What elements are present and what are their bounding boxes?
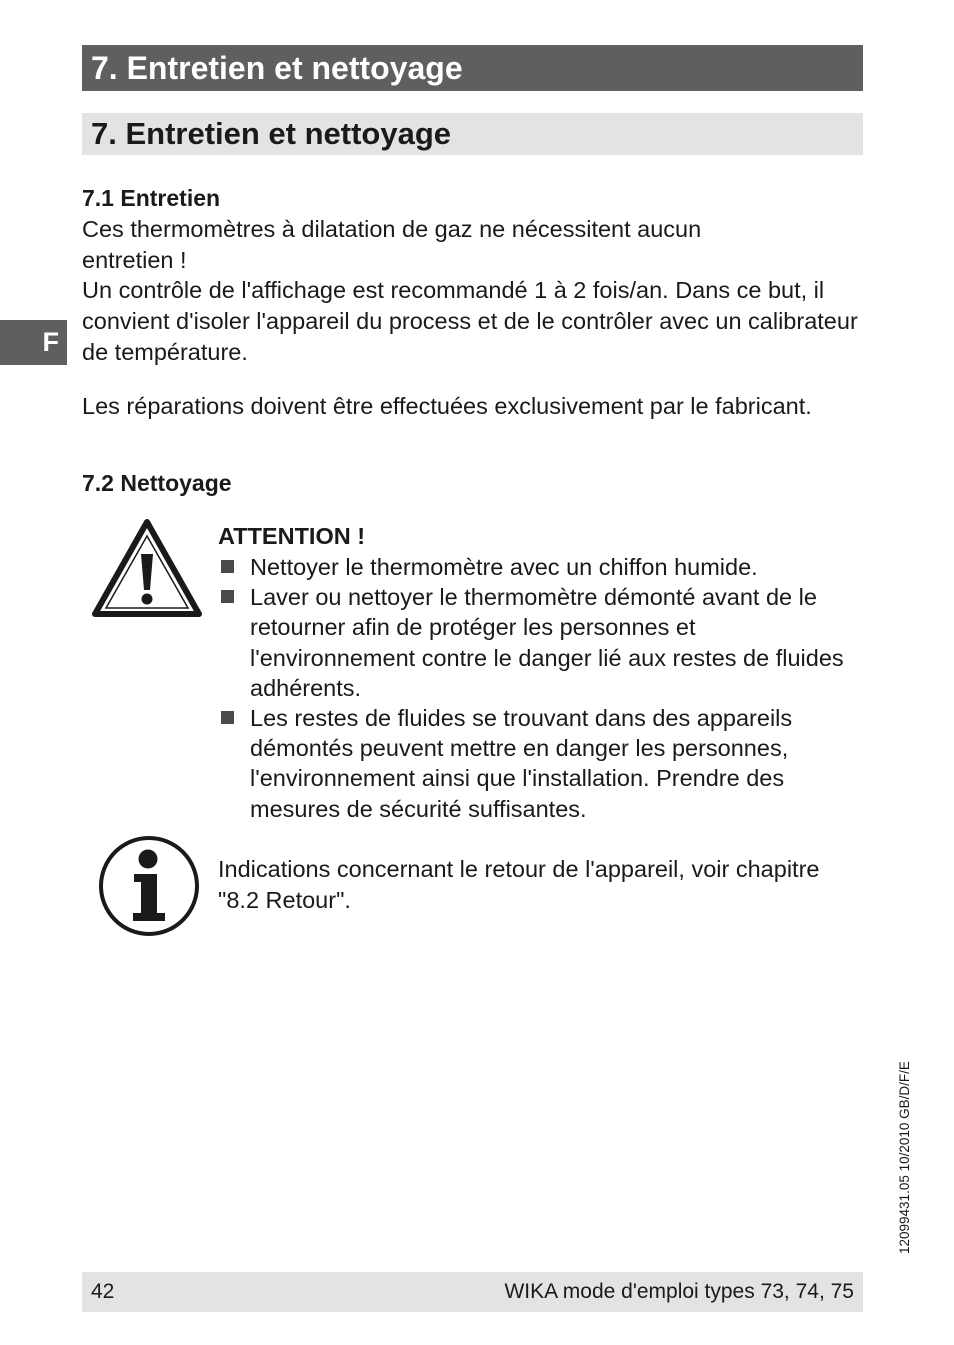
language-tab: F [0, 320, 67, 365]
paragraph-display-check: Un contrôle de l'affichage est recommandé 1 à 2 fois/an. Dans ce but, il convient d'isoler l'appareil du process et de le contrôler avec un calibrateur de température. [82, 277, 858, 365]
list-item-text: Laver ou nettoyer le thermomètre démonté avant de le retourner afin de protéger les personnes et l'environnement contre le danger lié aux restes de fluides adhérents. [250, 584, 844, 701]
warning-label: ATTENTION ! [218, 523, 366, 549]
bullet-square-icon [221, 560, 234, 573]
section-heading-nettoyage: 7.2 Nettoyage [82, 470, 232, 496]
list-item-text: Les restes de fluides se trouvant dans des appareils démontés peuvent mettre en danger les personnes, l'environnement ainsi que l'installation. Prendre des mesures de sécurité suffisantes. [250, 705, 793, 822]
list-item [218, 703, 848, 824]
page-number: 42 [91, 1280, 115, 1303]
info-text: Indications concernant le retour de l'appareil, voir chapitre "8.2 Retour". [218, 856, 820, 913]
paragraph-repairs: Les réparations doivent être effectuées exclusivement par le fabricant. [82, 393, 812, 419]
bullet-square-icon [221, 711, 234, 724]
list-item [218, 552, 848, 582]
warning-list [218, 552, 848, 824]
chapter-title: 7. Entretien et nettoyage [82, 113, 863, 155]
info-icon [98, 835, 200, 937]
chapter-banner-title: 7. Entretien et nettoyage [82, 45, 863, 91]
footer-title: WIKA mode d'emploi types 73, 74, 75 [504, 1280, 854, 1303]
warning-triangle-icon [91, 518, 203, 618]
section-heading-entretien: 7.1 Entretien [82, 185, 221, 211]
page-footer [82, 1272, 863, 1312]
document-code: 12099431.05 10/2010 GB/D/F/E [897, 1061, 912, 1254]
list-item-text: Nettoyer le thermomètre avec un chiffon humide. [250, 554, 758, 580]
bullet-square-icon [221, 590, 234, 603]
paragraph-maintenance-free: Ces thermomètres à dilatation de gaz ne nécessitent aucun entretien ! [82, 216, 702, 273]
list-item [218, 582, 848, 703]
